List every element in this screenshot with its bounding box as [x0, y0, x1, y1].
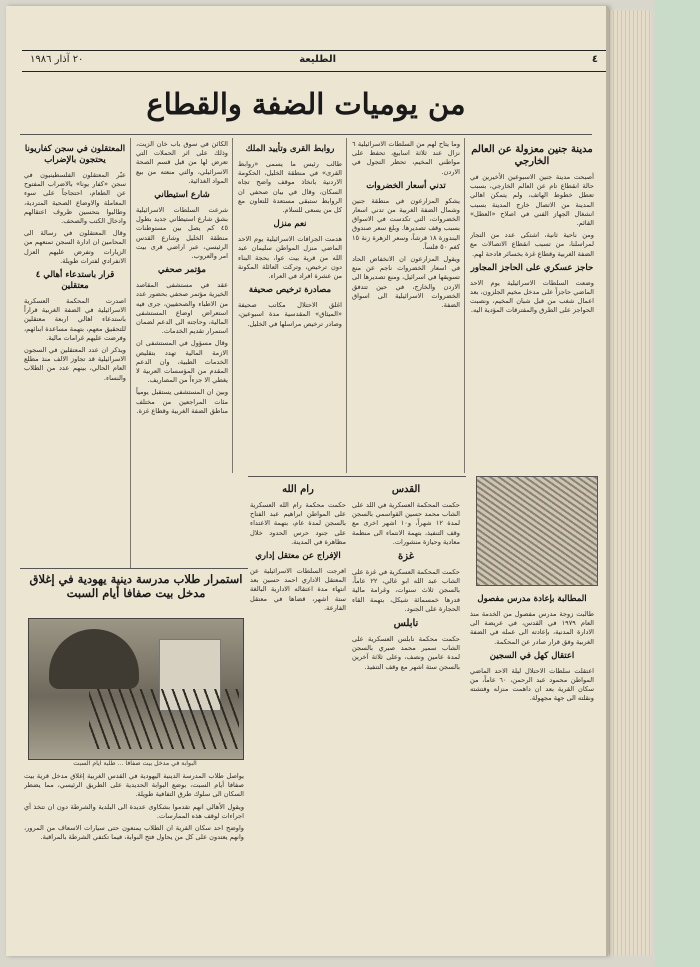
- article-text: ويذكر ان عدد المعتقلين في السجون الاسرائيلية قد تجاوز الالف منذ مطلع العام الحالي، بينهم عدد من الطلاب والنساء.: [24, 346, 126, 382]
- column-2-lower: [352, 480, 460, 950]
- article-text: اصدرت المحكمة العسكرية الاسرائيلية في الضفة الغربية قراراً باستدعاء اهالي اربعة معتقلين للتحقيق معهم، بتهمة مساعدة ابنائهم، وفرضت عليهم غرامات مالية.: [24, 297, 126, 342]
- article-text: حكمت محكمة نابلس العسكرية على الشاب سمير محمد صبري بالسجن لمدة عامين ونصف، وعلى ثلاثة آخرين بالسجن ستة اشهر مع وقف التنفيذ.: [352, 635, 460, 671]
- column-4: [136, 140, 228, 565]
- article-text: وقال مسؤول في المستشفى ان الازمة المالية تهدد بتقليص الخدمات الطبية، وان الدعم المقدم من المؤسسات العربية لا يغطي الا جزءاً من المصاريف.: [136, 339, 228, 385]
- headline: مصادرة ترخيص صحيفة: [248, 285, 332, 296]
- article-text: حكمت المحكمة العسكرية في غزة على الشاب عبد الله ابو غالي، ٢٢ عاماً، بالسجن ثلاث سنوات، وغرامة مالية قدرها خمسمائة شيكل، بتهمة القاء الحجارة على الجنود.: [352, 568, 460, 613]
- headline: تدني أسعار الخضروات: [366, 180, 446, 191]
- page-header: [22, 50, 606, 72]
- headline: نابلس: [393, 618, 419, 630]
- article-text: وقال المعتقلون في رسالة الى المحامين ان ادارة السجن تمنعهم من الزيارات وتفرض عليهم العزل الانفرادي لفترات طويلة.: [24, 229, 126, 265]
- headline: قرار باستدعاء أهالي ٤ معتقلين: [35, 270, 115, 292]
- headline: شارع استيطاني: [154, 190, 210, 201]
- headline: حاجز عسكري على الحاجز المجاور: [470, 262, 594, 273]
- masthead-rule: [20, 134, 592, 135]
- newspaper-page: [6, 6, 608, 956]
- headline: القدس: [391, 484, 421, 495]
- page-number: ٤: [591, 54, 598, 65]
- gate-shape: [89, 689, 239, 749]
- article-text: حكمت المحكمة العسكرية في اللد على الشاب محمد حسين القواسمي بالسجن لمدة ١٢ شهراً، و١٠ اشهر اخرى مع وقف التنفيذ، بتهمة الانتماء الى منظمة معادية وحيازة منشورات.: [352, 501, 460, 546]
- article-text: الكائن في سوق باب خان الزيت، وذلك على اثر الحملات التي تعرض لها من قبل قسم الصحة الاسرائيلي، والتي منعته من بيع المواد الغذائية.: [136, 140, 228, 185]
- column-rule: [232, 138, 233, 473]
- headline: مؤتمر صحفي: [158, 265, 206, 276]
- column-rule: [130, 138, 131, 568]
- masthead-title: من يوميات الضفة والقطاع: [146, 87, 466, 121]
- column-rule: [346, 138, 347, 473]
- headline: المعتقلون في سجن كفاريونا يحتجون بالإضراب: [24, 144, 126, 165]
- article-text: عقد في مستشفى المقاصد الخيرية مؤتمر صحفي بحضور عدد من الاطباء والصحفيين، جرى فيه استعراض اوضاع المستشفى المالية، وحاجته الى الدعم لضمان استمرار تقديم الخدمات.: [136, 281, 228, 336]
- article-text: افرجت السلطات الاسرائيلية عن المعتقل الاداري احمد حسين بعد انتهاء مدة اعتقاله الادارية البالغة ستة اشهر، قضاها في معتقل الفارعة.: [250, 567, 346, 612]
- headline: غزة: [398, 551, 414, 563]
- headline: اعتقال كهل في السجين: [489, 650, 575, 661]
- article-text: وبين ان المستشفى يستقبل يومياً مئات المراجعين من مختلف مناطق الضفة الغربية وقطاع غزة.: [136, 388, 228, 415]
- article-text: يشكو المزارعون في منطقة جنين وشمال الضفة الغربية من تدني اسعار الخضروات، التي تكدست في الاسواق بسبب وقف تصديرها. وبلغ سعر صندوق البندورة ١٨ قرشاً، وسعر الزهرة زنة ١٥ كغم ٥٠ فلساً.: [352, 196, 460, 251]
- illustration-photo: [476, 476, 598, 586]
- headline: الإفراج عن معتقل إداري: [255, 551, 341, 562]
- column-3: [238, 140, 342, 470]
- story-body: [24, 772, 244, 950]
- headline: نعم منزل: [273, 219, 307, 230]
- article-text: هدمت الجرافات الاسرائيلية يوم الاحد الماضي منزل المواطن سليمان عبد الله من قرية بيت عوا، بحجة البناء دون ترخيص، وتركت العائلة المكونة من عشرة افراد في العراء.: [238, 235, 342, 281]
- section-rule: [20, 568, 248, 569]
- background-strip: [655, 0, 700, 967]
- section-name: الطليعة: [299, 54, 336, 65]
- column-5: [24, 140, 126, 565]
- photo-caption: البوابة في مدخل بيت صفافا ... طلبة ايام السبت: [73, 760, 197, 767]
- article-text: ويقول الأهالي انهم تقدموا بشكاوى عديدة الى البلدية والشرطة دون ان تتخذ أي اجراءات لوقف هذه الممارسات.: [24, 802, 244, 820]
- article-text: طالبت زوجة مدرس مفصول من الخدمة منذ العام ١٩٧٩ في القدس، في عريضة الى الادارة المدنية، بإعادته الى عمله في الضفة الغربية وفق قرار صادر عن المحكمة.: [470, 610, 594, 646]
- story-headline: استمرار طلاب مدرسة دينية يهودية في إغلاق مدخل بيت صفافا أيام السبت: [29, 572, 243, 600]
- article-text: أصبحت مدينة جنين الاسبوعين الأخيرين في حالة انقطاع تام عن العالم الخارجي، بسبب تعطل خطوط الهاتف، ولم يتمكن اهالي المدينة من الاتصال خارج المدينة بسبب انشغال الجهاز الفني في اصلاح «العطل» القائم.: [470, 173, 594, 228]
- article-text: واوضح احد سكان القرية ان الطلاب يمنعون حتى سيارات الاسعاف من المرور، وانهم يعتدون على كل من يحاول فتح البوابة، فيما تكتفي الشرطة بالمراقبة.: [24, 824, 244, 842]
- article-text: اعتقلت سلطات الاحتلال ليلة الاحد الماضي المواطن محمود عبد الرحمن، ٦٠ عاماً، من سكان القرية بعد ان داهمت منزله وفتشته ونقلته الى جهة مجهولة.: [470, 666, 594, 703]
- column-rule: [464, 138, 465, 473]
- article-text: عبّر المعتقلون الفلسطينيون في سجن «كفار يونا» بالاضراب المفتوح عن الطعام، احتجاجاً على سوء المعاملة والاوضاع الصحية المتردية، وطالبوا بتحسين ظروف اعتقالهم وادخال الكتب والصحف.: [24, 171, 126, 226]
- column-1: [470, 140, 594, 470]
- headline: روابط القرى وتأييد الملك: [245, 144, 335, 154]
- article-text: ومن ناحية ثانية، اشتكى عدد من التجار لمراسلنا، من تسبب انقطاع الاتصالات مع الضفة الغربية وقطاع غزة بخسائر فادحة لهم.: [470, 231, 594, 258]
- headline: رام الله: [282, 484, 314, 495]
- page-edges: [606, 10, 651, 955]
- article-text: شرعت السلطات الاسرائيلية بشق شارع استيطاني جديد بطول ٤٥ كم يصل بين مستوطنات منطقة الخليل وشارع القدس الرئيسي، عبر اراضي قرى بيت امر والعروب.: [136, 206, 228, 261]
- article-text: وضعت السلطات الاسرائيلية يوم الاحد الماضي حاجزاً على مدخل مخيم الجلزون، بعد اعمال شغب من قبل شبان المخيم، ونصبت الحواجز على الطرق والمفترقات المؤدية اليه.: [470, 278, 594, 315]
- article-text: ويقول المزارعون ان الانخفاض الحاد في اسعار الخضروات ناجم عن منع تسويقها في اسرائيل، ومنع تصديرها الى الاردن والخارج، في حين تتدفق الخضروات الاسرائيلية الى اسواق الضفة.: [352, 255, 460, 310]
- story-photo: [28, 618, 244, 760]
- column-3-lower: [250, 480, 346, 950]
- issue-date: ٢٠ آذار ١٩٨٦: [30, 54, 84, 65]
- column-2: [352, 140, 460, 470]
- headline: المطالبة بإعادة مدرس مفصول: [477, 594, 587, 604]
- column-1-lower: [470, 590, 594, 950]
- article-text: حكمت محكمة رام الله العسكرية على المواطن ابراهيم عبد الفتاح بالسجن لمدة عام، بتهمة الاعتداء على جنود حرس الحدود خلال مظاهرة في المدينة.: [250, 501, 346, 546]
- article-text: يواصل طلاب المدرسة الدينية اليهودية في القدس الغربية إغلاق مدخل قرية بيت صفافا أيام السبت، بوضع البوابة الحديدية على الطريق الرئيسي، مما يضطر السكان الى سلوك طرق التفافية طويلة.: [24, 772, 244, 799]
- article-text: اغلق الاحتلال مكاتب صحيفة «الميثاق» المقدسية مدة اسبوعين، وصادر ترخيص مراسلها في الخليل.: [238, 301, 342, 328]
- article-text: طالب رئيس ما يسمى «روابط القرى» في منطقة الخليل، الحكومة الاردنية باتخاذ موقف واضح تجاه السكان، وقال في بيان صحفي ان الروابط ستبقى مستعدة للتعاون مع كل من يسعى للسلام.: [238, 160, 342, 215]
- section-rule: [248, 476, 466, 477]
- tree-shape: [49, 629, 139, 689]
- article-text: وما يتاح لهم من السلطات الاسرائيلية ٦ نزال عند ثلاثة اسابيع، تحفظ على مواطني المخيم، تحظر التجول في الاردن.: [352, 140, 460, 176]
- headline: مدينة جنين معزولة عن العالم الخارجي: [471, 144, 593, 167]
